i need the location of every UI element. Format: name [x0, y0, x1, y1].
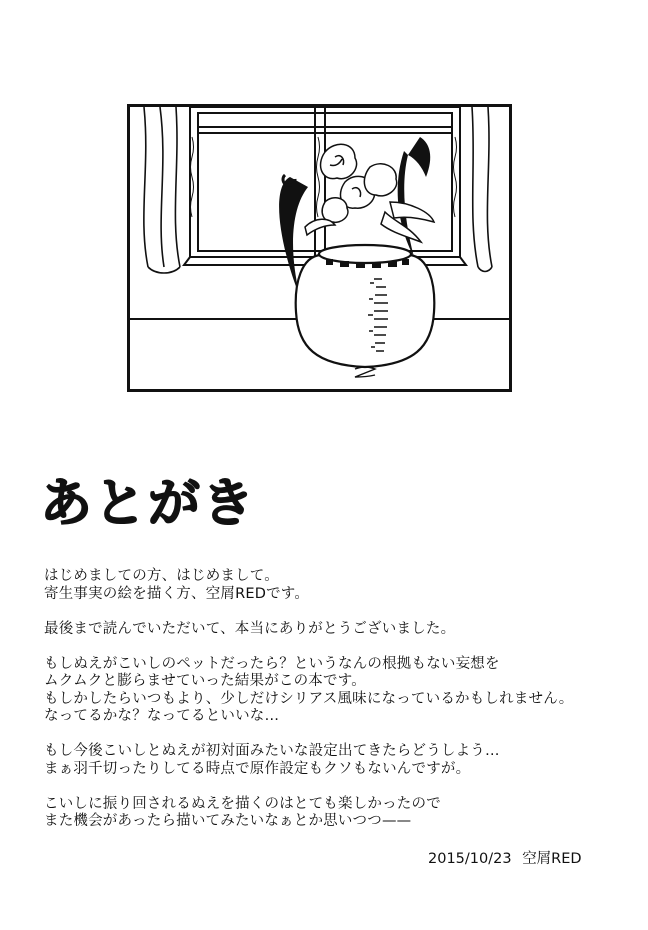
afterword-body [44, 568, 624, 848]
curtain-right [472, 107, 492, 272]
afterword-heading: あとがき [40, 474, 257, 534]
paragraph-thanks [44, 621, 624, 639]
curtain-left [144, 107, 180, 273]
text-line: はじめましての方、はじめまして。 [44, 568, 279, 584]
vase [296, 245, 435, 377]
text-line: まぁ羽千切ったりしてる時点で原作設定もクソもないんですが。 [44, 760, 471, 777]
paragraph-premise [44, 656, 624, 726]
text-line: もしぬえがこいしのペットだったら？というなんの根拠もない妄想を [44, 655, 500, 672]
text-line: また機会があったら描いてみたいなぁとか思いつつ—— [44, 813, 412, 829]
text-line: 寄生事実の絵を描く方、空屑REDです。 [44, 585, 310, 602]
text-line: ムクムクと膨らませていった結果がこの本です。 [44, 673, 366, 689]
vase-illustration [130, 107, 509, 389]
illustration-panel [127, 104, 512, 392]
text-line: こいしに振り回されるぬえを描くのはとても楽しかったので [44, 795, 441, 812]
signature-date: 2015/10/23 [428, 851, 512, 867]
paragraph-setting [44, 743, 624, 778]
window-frame [184, 107, 466, 265]
paragraph-closing [44, 796, 624, 831]
text-line: 最後まで読んでいただいて、本当にありがとうございました。 [44, 620, 456, 637]
text-line: もしかしたらいつもより、少しだけシリアス風味になっているかもしれません。 [44, 690, 574, 707]
text-line: なってるかな？なってるといいな… [44, 708, 280, 724]
paragraph-greeting [44, 568, 624, 603]
text-line: もし今後こいしとぬえが初対面みたいな設定出てきたらどうしよう… [44, 743, 500, 759]
signature-author: 空屑RED [522, 851, 582, 867]
signature [428, 850, 582, 868]
